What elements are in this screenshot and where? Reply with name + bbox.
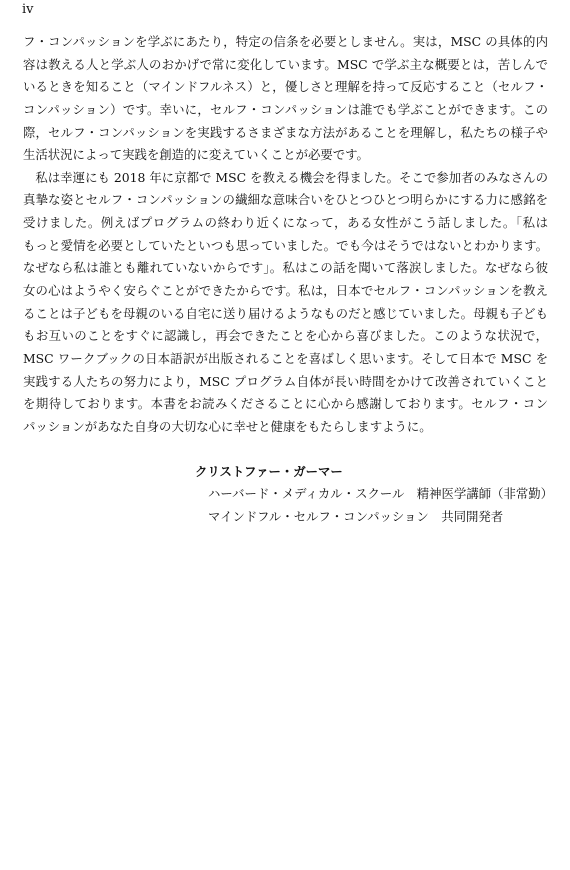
text-line: ることは子どもを母親のいる自宅に送り届けるようなものだと感じていました。母親も子ども <box>23 305 548 321</box>
text-line: 受けました。例えばプログラムの終わり近くになって，ある女性がこう話しました。「私は <box>23 215 548 231</box>
text-line: フ・コンパッションを学ぶにあたり，特定の信条を必要としません。実は，MSC の具体的内 <box>23 34 548 49</box>
text-line: 生活状況によって実践を創造的に変えていくことが必要です。 <box>23 147 369 163</box>
paragraph-2 <box>23 167 548 439</box>
author-affiliation: ハーバード・メディカル・スクール 精神医学講師（非常勤） <box>208 486 554 502</box>
author-name: クリストファー・ガーマー <box>195 463 343 479</box>
text-line: を期待しております。本書をお読みくださることに心から感謝しております。セルフ・コン <box>23 396 548 412</box>
text-line: 容は教える人と学ぶ人のおかげで常に変化しています。MSC で学ぶ主な概要とは，苦しんで <box>23 56 548 72</box>
text-line: 真摯な姿とセルフ・コンパッションの繊細な意味合いをひとつひとつ明らかにする力に感銘を <box>23 192 548 208</box>
text-line: なぜなら私は誰とも離れていないからです」。私はこの話を聞いて落涙しました。なぜなら彼 <box>23 260 548 276</box>
text-line: 私は幸運にも 2018 年に京都で MSC を教える機会を得ました。そこで参加者のみなさんの <box>23 169 548 185</box>
signature-block <box>23 461 554 529</box>
paragraph-1 <box>23 31 548 167</box>
text-line: 女の心はようやく安らぐことができたからです。私は，日本でセルフ・コンパッションを教え <box>23 283 548 299</box>
text-line: もお互いのことをすぐに認識し，再会できたことを心から喜びました。このような状況で， <box>23 328 548 344</box>
foreword-body <box>23 31 554 528</box>
text-line: MSC ワークブックの日本語訳が出版されることを喜ばしく思います。そして日本で MSC を <box>23 350 548 366</box>
page-number: iv <box>22 2 34 17</box>
section-gap <box>23 439 548 461</box>
text-line: 際，セルフ・コンパッションを実践するさまざまな方法があることを理解し，私たちの様子や <box>23 124 548 140</box>
text-line: パッションがあなた自身の大切な心に幸せと健康をもたらしますように。 <box>23 418 432 434</box>
author-role: マインドフル・セルフ・コンパッション 共同開発者 <box>208 508 504 524</box>
text-line: コンパッション）です。幸いに，セルフ・コンパッションは誰でも学ぶことができます。この <box>23 101 548 117</box>
text-line: 実践する人たちの努力により，MSC プログラム自体が長い時間をかけて改善されていくこと <box>23 373 548 389</box>
text-line: いるときを知ること（マインドフルネス）と，優しさと理解を持って反応すること（セルフ・ <box>23 79 548 95</box>
text-line: もっと愛情を必要としていたといつも思っていました。でも今はそうではないとわかります。 <box>23 237 548 253</box>
